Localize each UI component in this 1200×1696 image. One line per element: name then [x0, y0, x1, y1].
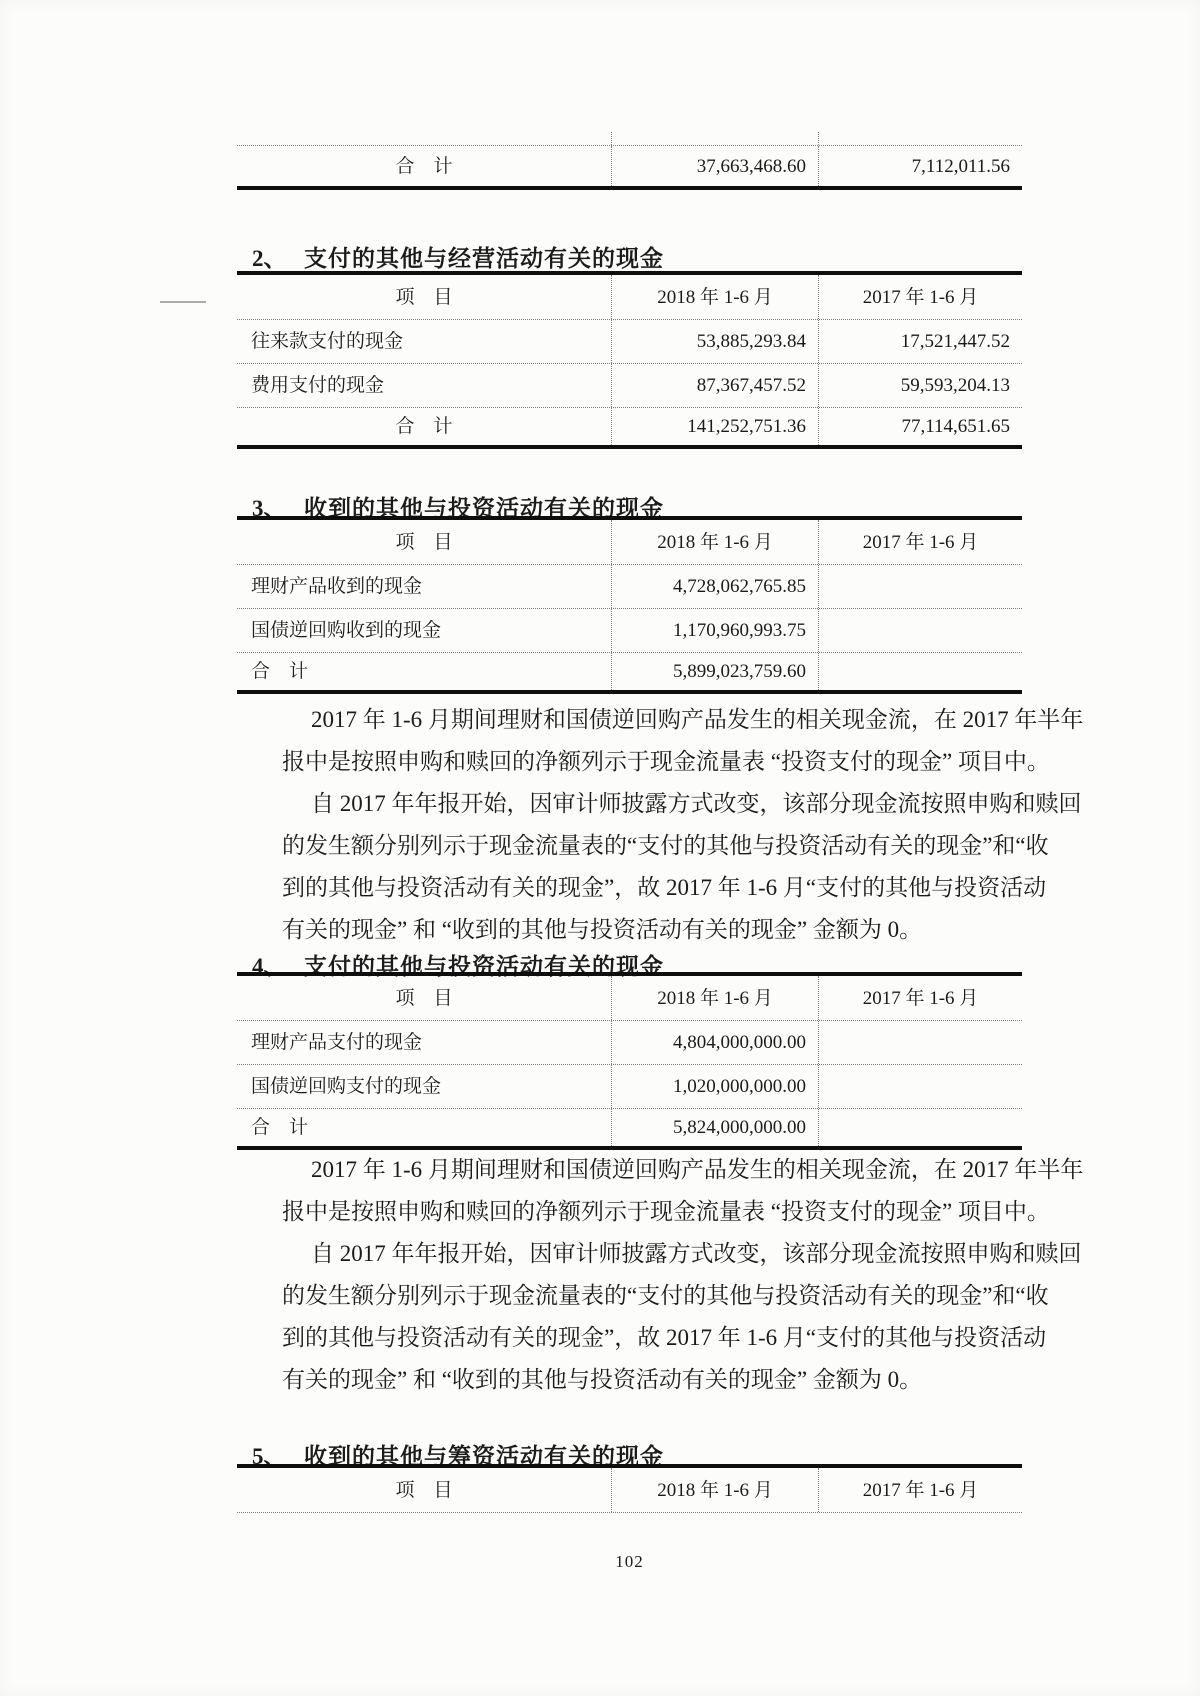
table-row — [237, 608, 1022, 652]
value-2018-cell: 1,020,000,000.00 — [611, 1065, 818, 1108]
item-cell: 理财产品支付的现金 — [251, 1032, 423, 1053]
total-row — [237, 407, 1022, 445]
note-line: 的发生额分别列示于现金流量表的“支付的其他与投资活动有关的现金”和“收 — [282, 1283, 1049, 1308]
value-2017-cell — [818, 1021, 1022, 1064]
note-line: 报中是按照申购和赎回的净额列示于现金流量表 “投资支付的现金” 项目中。 — [282, 749, 1050, 774]
total-label-cell: 合 计 — [395, 416, 453, 437]
header-row — [237, 1468, 1022, 1512]
value-2018-cell: 87,367,457.52 — [611, 364, 818, 407]
section2-table — [237, 271, 1022, 449]
section-heading-2 — [237, 240, 1022, 273]
column-header-item: 项 目 — [395, 286, 453, 308]
value-2017-cell: 59,593,204.13 — [818, 364, 1022, 407]
table-row-stub — [237, 132, 1022, 145]
section-number: 2、 — [252, 246, 287, 271]
value-2017-cell: 77,114,651.65 — [818, 408, 1022, 445]
item-cell: 费用支付的现金 — [251, 375, 385, 396]
value-2018-cell: 53,885,293.84 — [611, 320, 818, 363]
value-2018-cell: 4,804,000,000.00 — [611, 1021, 818, 1064]
value-2017-cell: 7,112,011.56 — [818, 146, 1022, 186]
value-2017-cell — [818, 609, 1022, 652]
note-line: 有关的现金” 和 “收到的其他与投资活动有关的现金” 金额为 0。 — [282, 917, 923, 942]
section-number: 4、 — [252, 954, 287, 979]
continued-table — [237, 132, 1022, 190]
value-2017-cell — [818, 653, 1022, 690]
note-line: 自 2017 年年报开始，因审计师披露方式改变，该部分现金流按照申购和赎回 — [311, 791, 1082, 816]
column-header-2018: 2018 年 1-6 月 — [611, 1468, 818, 1512]
section3-table — [237, 516, 1022, 694]
table-row — [237, 1020, 1022, 1064]
column-header-2018: 2018 年 1-6 月 — [611, 520, 818, 564]
value-2017-cell: 17,521,447.52 — [818, 320, 1022, 363]
column-header-2017: 2017 年 1-6 月 — [818, 520, 1022, 564]
header-row — [237, 275, 1022, 319]
note-line: 报中是按照申购和赎回的净额列示于现金流量表 “投资支付的现金” 项目中。 — [282, 1199, 1050, 1224]
column-header-2017: 2017 年 1-6 月 — [818, 1468, 1022, 1512]
item-cell: 国债逆回购支付的现金 — [251, 1076, 442, 1097]
table-row — [237, 363, 1022, 407]
section4-table — [237, 972, 1022, 1150]
item-cell: 往来款支付的现金 — [251, 331, 404, 352]
table-row — [237, 1064, 1022, 1108]
item-cell: 理财产品收到的现金 — [251, 576, 423, 597]
section-number: 3、 — [252, 496, 287, 521]
column-header-2018: 2018 年 1-6 月 — [611, 275, 818, 319]
value-2017-cell — [818, 1065, 1022, 1108]
table-row — [237, 319, 1022, 363]
value-2018-cell: 5,824,000,000.00 — [611, 1109, 818, 1146]
column-header-2017: 2017 年 1-6 月 — [818, 976, 1022, 1020]
table-row — [237, 564, 1022, 608]
total-row — [237, 145, 1022, 186]
note-paragraph-2 — [282, 1149, 1084, 1401]
total-row — [237, 1108, 1022, 1146]
page-number: 102 — [615, 1552, 644, 1571]
value-2018-cell: 1,170,960,993.75 — [611, 609, 818, 652]
value-2018-cell: 141,252,751.36 — [611, 408, 818, 445]
note-line: 2017 年 1-6 月期间理财和国债逆回购产品发生的相关现金流，在 2017 年半年 — [311, 707, 1084, 732]
section5-table — [237, 1464, 1022, 1513]
note-line: 有关的现金” 和 “收到的其他与投资活动有关的现金” 金额为 0。 — [282, 1367, 923, 1392]
note-line: 到的其他与投资活动有关的现金”，故 2017 年 1-6 月“支付的其他与投资活动 — [282, 1325, 1047, 1350]
margin-mark — [160, 301, 206, 303]
section-number: 5、 — [252, 1444, 287, 1469]
section-title: 收到的其他与投资活动有关的现金 — [304, 496, 664, 521]
column-header-item: 项 目 — [395, 987, 453, 1009]
section-title: 支付的其他与投资活动有关的现金 — [304, 954, 664, 979]
item-cell: 国债逆回购收到的现金 — [251, 620, 442, 641]
note-paragraph-1 — [282, 699, 1084, 951]
column-header-2017: 2017 年 1-6 月 — [818, 275, 1022, 319]
total-label-cell: 合 计 — [395, 155, 453, 177]
header-row — [237, 520, 1022, 564]
header-row — [237, 976, 1022, 1020]
total-label-cell: 合 计 — [251, 1117, 309, 1138]
note-line: 自 2017 年年报开始，因审计师披露方式改变，该部分现金流按照申购和赎回 — [311, 1241, 1082, 1266]
note-line: 到的其他与投资活动有关的现金”，故 2017 年 1-6 月“支付的其他与投资活动 — [282, 875, 1047, 900]
total-row — [237, 652, 1022, 690]
total-label-cell: 合 计 — [251, 661, 309, 682]
note-line: 2017 年 1-6 月期间理财和国债逆回购产品发生的相关现金流，在 2017 年半年 — [311, 1157, 1084, 1182]
value-2018-cell: 4,728,062,765.85 — [611, 565, 818, 608]
column-header-item: 项 目 — [395, 531, 453, 553]
column-header-item: 项 目 — [395, 1479, 453, 1501]
note-line: 的发生额分别列示于现金流量表的“支付的其他与投资活动有关的现金”和“收 — [282, 833, 1049, 858]
value-2017-cell — [818, 1109, 1022, 1146]
section-title: 支付的其他与经营活动有关的现金 — [304, 246, 664, 271]
section-title: 收到的其他与筹资活动有关的现金 — [304, 1444, 664, 1469]
value-2018-cell: 37,663,468.60 — [611, 146, 818, 186]
value-2018-cell: 5,899,023,759.60 — [611, 653, 818, 690]
value-2017-cell — [818, 565, 1022, 608]
column-header-2018: 2018 年 1-6 月 — [611, 976, 818, 1020]
